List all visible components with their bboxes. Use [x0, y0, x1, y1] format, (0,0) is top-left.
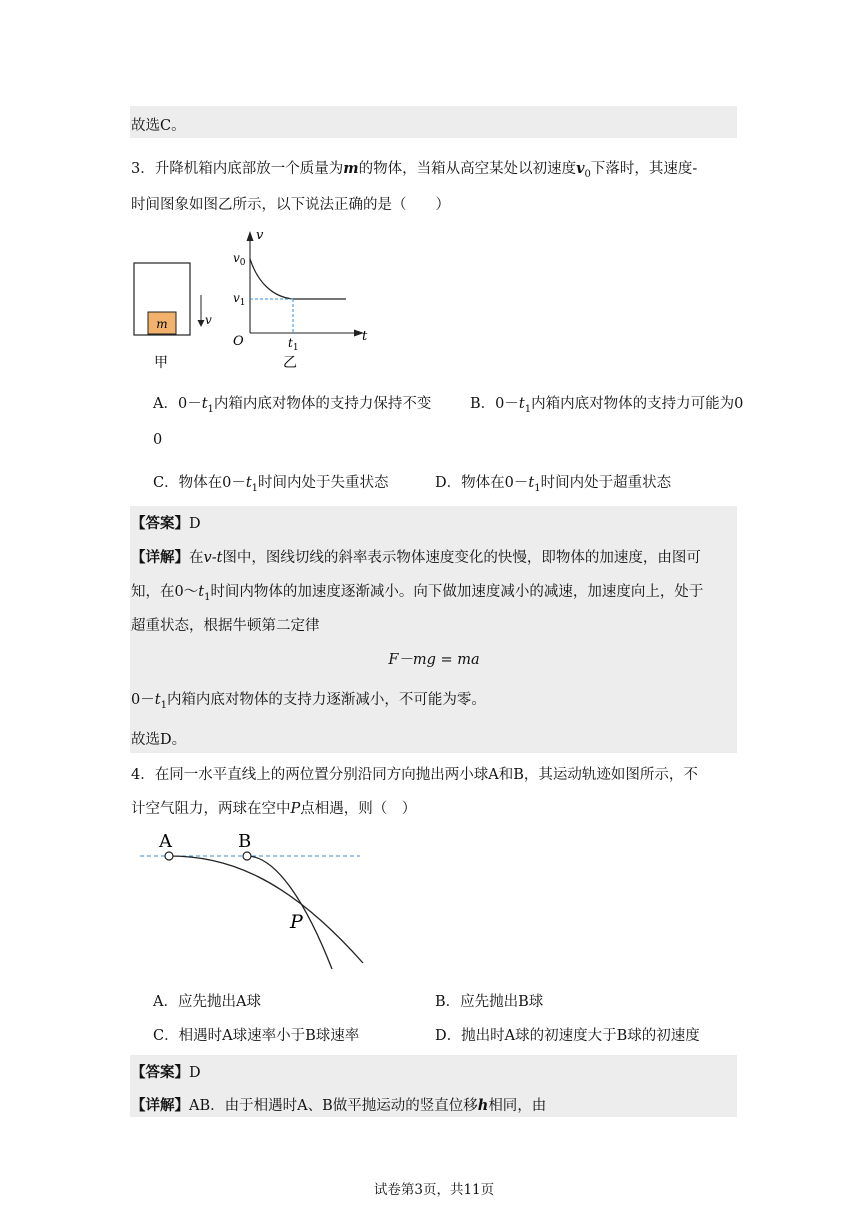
label-b: B: [238, 831, 252, 852]
t-axis-label: t: [362, 329, 368, 344]
figure-vt-graph: [228, 225, 373, 375]
v1-label: $v_1$: [233, 291, 246, 308]
q4-detail-line1: 【详解】AB．由于相遇时A、B做平抛运动的竖直位移h相同，由: [131, 1097, 547, 1114]
q4-option-c[interactable]: C．相遇时A球速率小于B球速率: [153, 1028, 360, 1044]
ball-b: [243, 852, 251, 860]
trajectory-a: [169, 856, 363, 963]
mass-label: m: [156, 317, 168, 331]
label-p: P: [290, 911, 303, 933]
caption-jia: 甲: [154, 355, 168, 371]
caption-yi: 乙: [283, 355, 297, 371]
q4-option-a[interactable]: A．应先抛出A球: [153, 994, 261, 1010]
velocity-label: v: [205, 313, 212, 327]
q4-option-d[interactable]: D．抛出时A球的初速度大于B球的初速度: [435, 1028, 700, 1044]
q4-option-b[interactable]: B．应先抛出B球: [435, 994, 544, 1010]
q4-stem-line2: 计空气阻力，两球在空中P点相遇，则（ ）: [131, 801, 417, 817]
q4-stem-line1: 4．在同一水平直线上的两位置分别沿同方向抛出两小球A和B，其运动轨迹如图所示，不: [131, 767, 698, 783]
q3-detail-line4: $0-t_1$内箱内底对物体的支持力逐渐减小，不可能为零。: [131, 692, 486, 711]
label-a: A: [159, 831, 172, 852]
q3-option-d[interactable]: D．物体在$0-t_1$时间内处于超重状态: [435, 475, 672, 494]
figure-projectiles: [135, 825, 370, 975]
q3-equation: F－mg = ma: [388, 652, 480, 668]
q3-detail-line2: 知，在$0\sim t_1$时间内物体的加速度逐渐减小。向下做加速度减小的减速，加速度向上，处于: [131, 584, 704, 603]
q3-stem-line1: 3．升降机箱内底部放一个质量为m的物体，当箱从高空某处以初速度$v_0$下落时，其速度-: [131, 160, 698, 180]
t1-label: $t_1$: [288, 336, 299, 353]
page-footer: 试卷第3页，共11页: [373, 1182, 495, 1198]
q3-option-b[interactable]: B．$0-t_1$内箱内底对物体的支持力可能为0: [470, 396, 744, 415]
q3-stem-line2: 时间图象如图乙所示，以下说法正确的是（ ）: [131, 197, 450, 213]
q4-answer: 【答案】D: [131, 1064, 201, 1081]
q3-option-a[interactable]: A．$0-t_1$内箱内底对物体的支持力保持不变: [153, 396, 432, 415]
q3-answer: 【答案】D: [131, 515, 201, 532]
ball-a: [165, 852, 173, 860]
velocity-curve: [250, 259, 346, 299]
origin-label: O: [233, 334, 244, 349]
prev-conclusion: 故选C。: [131, 118, 186, 134]
q3-detail-line1: 【详解】在v-t图中，图线切线的斜率表示物体速度变化的快慢，即物体的加速度，由图可: [131, 549, 701, 566]
prev-conclusion-shade: [130, 106, 737, 138]
q3-conclusion: 故选D。: [131, 732, 187, 748]
v-axis-label: v: [256, 228, 264, 243]
q3-option-c[interactable]: C．物体在$0-t_1$时间内处于失重状态: [153, 475, 389, 494]
q3-detail-line3: 超重状态，根据牛顿第二定律: [131, 618, 320, 634]
v0-label: $v_0$: [233, 251, 246, 268]
q3-option-b-wrap: 0: [153, 432, 163, 448]
figure-elevator: [125, 255, 215, 375]
